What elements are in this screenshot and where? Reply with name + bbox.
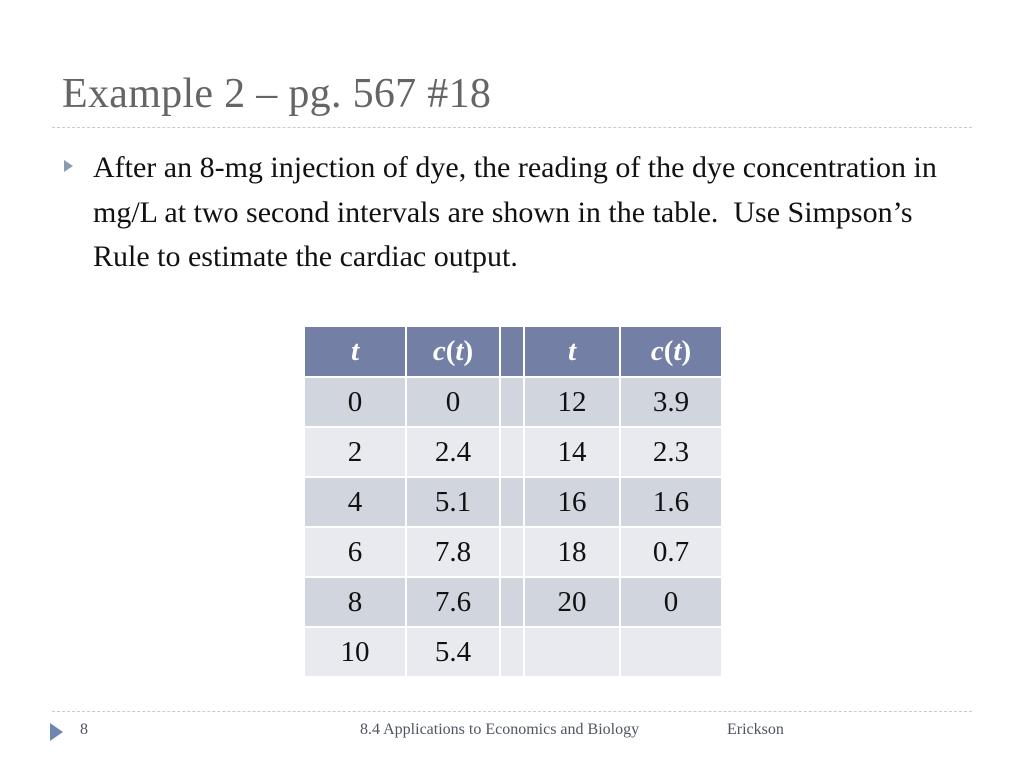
cell-t-left: 10: [304, 627, 406, 677]
table-header-row: [304, 326, 722, 377]
footer-divider: [52, 711, 972, 712]
cell-t-right: 12: [524, 377, 620, 427]
cell-spacer: [500, 377, 524, 427]
cell-ct-right: 3.9: [620, 377, 722, 427]
cell-ct-left: 5.4: [406, 627, 500, 677]
bullet-arrow-icon: [64, 160, 73, 172]
dye-concentration-table: [303, 325, 723, 678]
cell-t-right: 16: [524, 477, 620, 527]
title-divider: [52, 127, 972, 128]
cell-spacer: [500, 527, 524, 577]
table-row: [304, 627, 722, 677]
cell-t-left: 8: [304, 577, 406, 627]
footer-author: Erickson: [727, 721, 784, 738]
cell-t-right: 14: [524, 427, 620, 477]
cell-ct-right: 0.7: [620, 527, 722, 577]
table-row: [304, 377, 722, 427]
header-ct-right: c(t): [620, 326, 722, 377]
cell-t-left: 0: [304, 377, 406, 427]
cell-t-right: 18: [524, 527, 620, 577]
cell-t-left: 4: [304, 477, 406, 527]
cell-t-right: 20: [524, 577, 620, 627]
cell-t-left: 2: [304, 427, 406, 477]
cell-spacer: [500, 577, 524, 627]
header-ct-left: c(t): [406, 326, 500, 377]
cell-t-right: [524, 627, 620, 677]
cell-ct-right: 0: [620, 577, 722, 627]
footer-course: 8.4 Applications to Economics and Biology: [360, 721, 640, 738]
table-row: [304, 427, 722, 477]
footer-arrow-icon: [50, 723, 63, 741]
cell-ct-right: 1.6: [620, 477, 722, 527]
bullet-text: After an 8-mg injection of dye, the reading of the dye concentration in mg/L at two second intervals are shown in the table. Use Simpson’s Rule to estimate the cardiac output.: [93, 151, 945, 273]
cell-ct-left: 0: [406, 377, 500, 427]
header-spacer: [500, 326, 524, 377]
cell-spacer: [500, 427, 524, 477]
slide-title: Example 2 – pg. 567 #18: [62, 71, 492, 117]
table-row: [304, 477, 722, 527]
cell-ct-left: 2.4: [406, 427, 500, 477]
header-t-right: t: [524, 326, 620, 377]
cell-ct-left: 7.8: [406, 527, 500, 577]
cell-t-left: 6: [304, 527, 406, 577]
cell-ct-right: 2.3: [620, 427, 722, 477]
slide-number: 8: [80, 721, 88, 738]
table-row: [304, 527, 722, 577]
cell-ct-right: [620, 627, 722, 677]
header-t-left: t: [304, 326, 406, 377]
cell-spacer: [500, 477, 524, 527]
cell-spacer: [500, 627, 524, 677]
cell-ct-left: 5.1: [406, 477, 500, 527]
table-row: [304, 577, 722, 627]
cell-ct-left: 7.6: [406, 577, 500, 627]
